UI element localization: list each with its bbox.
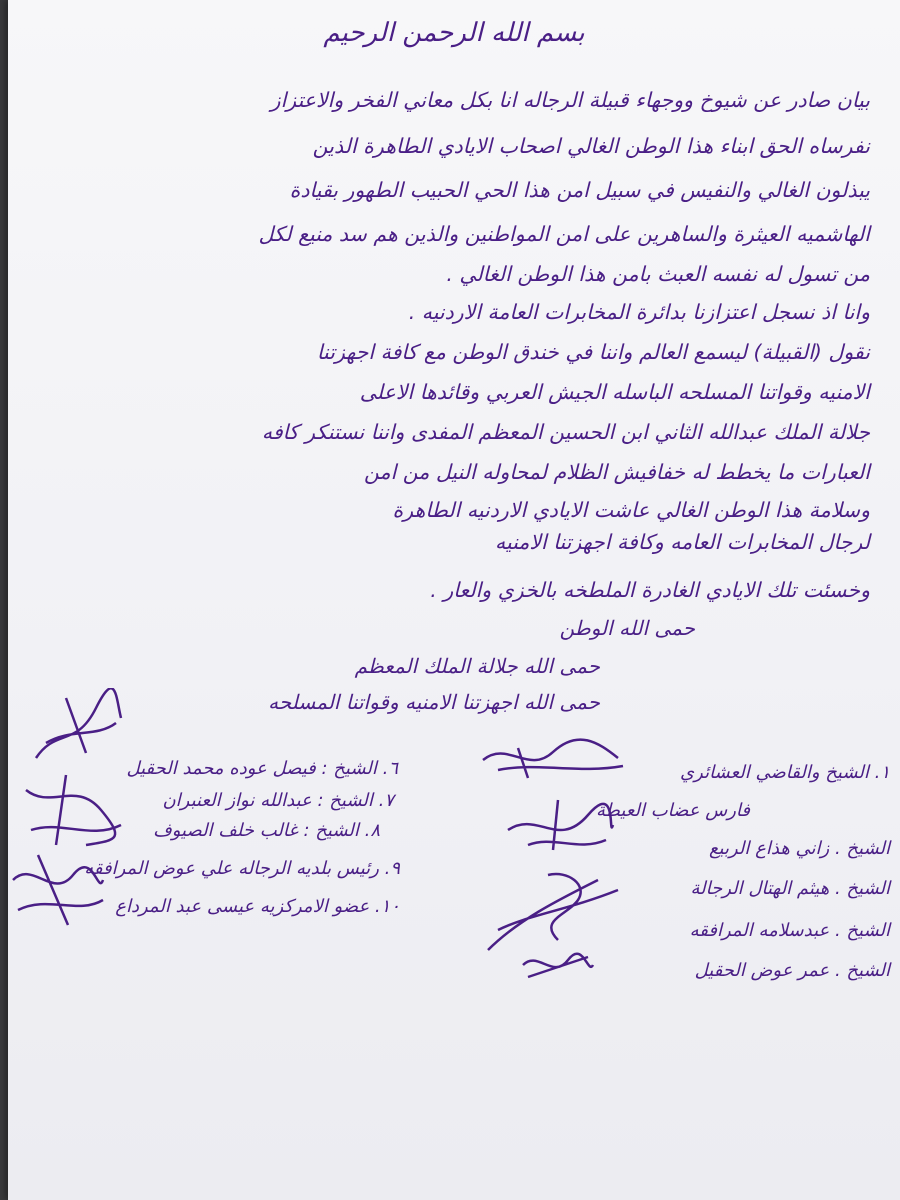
body-line-6: وانا اذ نسجل اعتزازنا بدائرة المخابرات العامة الاردنيه . (408, 300, 870, 324)
body-line-1: بيان صادر عن شيوخ ووجهاء قبيلة الرجاله انا بكل معاني الفخر والاعتزاز (270, 88, 870, 112)
body-line-2: نفرساه الحق ابناء هذا الوطن الغالي اصحاب الايادي الطاهرة الذين (312, 134, 870, 158)
letter-title: بسم الله الرحمن الرحيم (323, 18, 585, 48)
signer-right-2: فارس عضاب العيطة (596, 800, 750, 821)
signer-left-5: ١٠. عضو الامركزيه عيسى عبد المرداع (115, 896, 400, 917)
body-line-11: وسلامة هذا الوطن الغالي عاشت الايادي الاردنيه الطاهرة (392, 498, 870, 522)
signer-left-2: ٧. الشيخ : عبدالله نواز العنبران (162, 790, 394, 811)
signer-right-3: الشيخ . زاني هذاع الربيع (708, 838, 890, 859)
body-line-13: وخسئت تلك الايادي الغادرة الملطخه بالخزي والعار . (430, 578, 870, 602)
body-line-10: العبارات ما يخطط له خفافيش الظلام لمحاوله النيل من امن (364, 460, 870, 484)
body-line-9: جلالة الملك عبدالله الثاني ابن الحسين المعظم المفدى واننا نستنكر كافه (261, 420, 870, 444)
signer-left-1: ٦. الشيخ : فيصل عوده محمد الحقيل (126, 758, 398, 779)
signatories-block (8, 0, 900, 1200)
signer-right-6: الشيخ . عمر عوض الحقيل (694, 960, 890, 981)
closing-line-1: حمى الله الوطن (559, 616, 695, 640)
signer-right-1: ١. الشيخ والقاضي العشائري (680, 762, 890, 783)
body-line-5: من تسول له نفسه العبث بامن هذا الوطن الغالي . (446, 262, 870, 286)
signature-scribble-5 (26, 688, 126, 768)
closing-line-2: حمى الله جلالة الملك المعظم (354, 654, 600, 678)
body-line-8: الامنيه وقواتنا المسلحه الباسله الجيش العربي وقائدها الاعلى (359, 380, 870, 404)
body-line-7: نقول (القبيلة) ليسمع العالم واننا في خندق الوطن مع كافة اجهزتنا (316, 340, 870, 364)
signer-right-4: الشيخ . هيثم الهتال الرجالة (690, 878, 890, 899)
signature-scribble-7 (8, 850, 108, 930)
signature-scribble-1 (478, 730, 628, 790)
closing-line-3: حمى الله اجهزتنا الامنيه وقواتنا المسلحه (268, 690, 600, 714)
letter-sheet (8, 0, 900, 1200)
signature-scribble-2 (498, 790, 618, 860)
body-line-3: يبذلون الغالي والنفيس في سبيل امن هذا الحي الحبيب الطهور بقيادة (289, 178, 870, 202)
signer-right-5: الشيخ . عبدسلامه المرافقه (689, 920, 890, 941)
signature-scribble-4 (518, 945, 598, 985)
signer-left-3: ٨. الشيخ : غالب خلف الصيوف (153, 820, 380, 841)
signature-scribble-6 (16, 770, 126, 850)
body-line-4: الهاشميه العيثرة والساهرين على امن المواطنين والذين هم سد منيع لكل (258, 222, 870, 246)
signer-left-4: ٩. رئيس بلديه الرجاله علي عوض المرافقه (84, 858, 400, 879)
body-line-12: لرجال المخابرات العامه وكافة اجهزتنا الامنيه (495, 530, 870, 554)
